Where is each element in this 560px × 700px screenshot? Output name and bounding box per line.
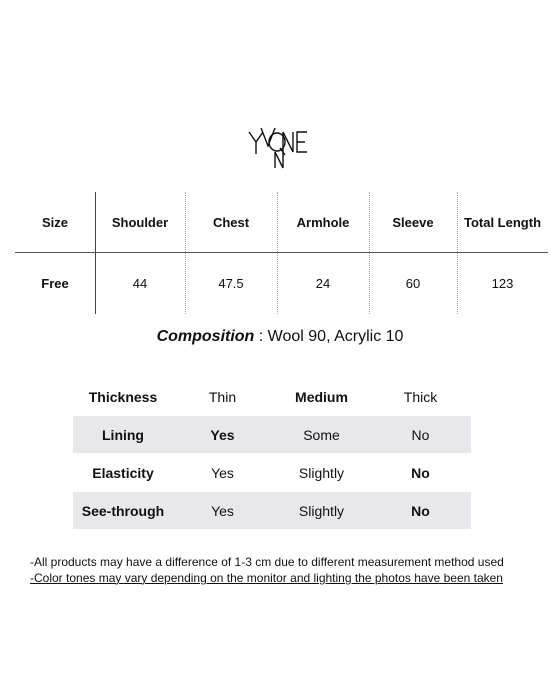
header-total-length: Total Length [463, 214, 542, 230]
note-measurement: -All products may have a difference of 1-3 cm due to different measurement method used [30, 555, 504, 569]
column-divider [277, 192, 278, 314]
composition-value: Wool 90, Acrylic 10 [267, 328, 404, 345]
column-divider [457, 192, 458, 314]
cell-sleeve: 60 [405, 275, 421, 291]
cell-size: Free [41, 275, 69, 291]
composition-separator: : [254, 328, 268, 345]
header-sleeve: Sleeve [392, 214, 434, 230]
header-size: Size [41, 214, 68, 230]
attribute-name: Elasticity [92, 464, 154, 481]
header-chest: Chest [212, 214, 250, 230]
cell-shoulder: 44 [132, 275, 148, 291]
attributes-table [73, 378, 471, 530]
attribute-name: Lining [102, 426, 144, 443]
cell-armhole: 24 [315, 275, 331, 291]
cell-total-length: 123 [491, 275, 514, 291]
header-shoulder: Shoulder [111, 214, 169, 230]
yvonne-logo-icon [235, 118, 325, 178]
attribute-option: Thick [403, 388, 438, 405]
composition-label: Composition [156, 328, 255, 345]
composition-line [0, 328, 560, 346]
attribute-option-selected: No [411, 464, 430, 481]
attribute-option: Yes [211, 464, 234, 481]
attribute-name: Thickness [88, 388, 158, 405]
column-divider [369, 192, 370, 314]
attribute-option: Yes [211, 502, 234, 519]
disclaimer-notes [30, 554, 550, 586]
cell-chest: 47.5 [218, 275, 244, 291]
attribute-option: Some [303, 426, 340, 443]
attribute-option-selected: Yes [210, 426, 235, 443]
size-table [15, 192, 548, 314]
attribute-row-thickness [73, 378, 471, 415]
note-color: -Color tones may vary depending on the monitor and lighting the photos have been taken [30, 571, 503, 585]
attribute-option: Slightly [298, 502, 345, 519]
attribute-name: See-through [81, 502, 165, 519]
attribute-option-selected: Medium [295, 388, 348, 405]
attribute-option: No [411, 426, 430, 443]
attribute-option: Thin [208, 388, 237, 405]
column-divider [185, 192, 186, 314]
header-armhole: Armhole [296, 214, 350, 230]
attribute-option-selected: No [411, 502, 430, 519]
attribute-row-elasticity [73, 454, 471, 491]
attribute-row-see-through [73, 492, 471, 529]
attribute-row-lining [73, 416, 471, 453]
brand-logo [0, 118, 560, 178]
attribute-option: Slightly [298, 464, 345, 481]
column-divider [95, 192, 96, 314]
